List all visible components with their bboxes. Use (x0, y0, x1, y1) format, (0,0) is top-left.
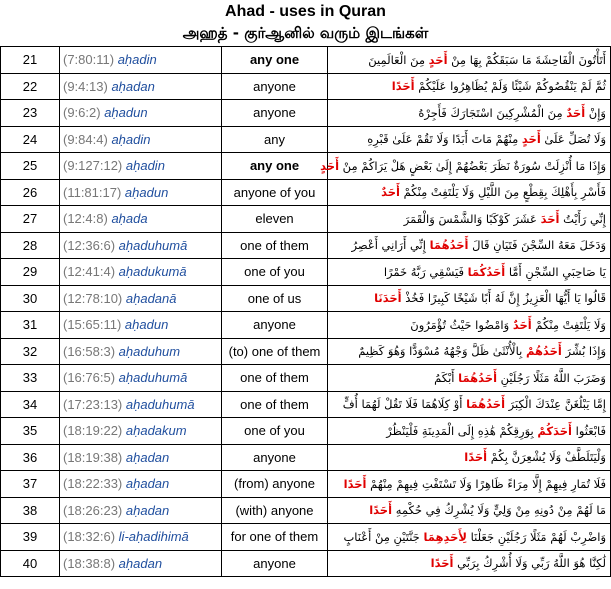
meaning: one of you (222, 418, 328, 445)
meaning: anyone (222, 444, 328, 471)
verse-reference (60, 391, 222, 418)
meaning: anyone (222, 312, 328, 339)
page-title-tamil: அஹத் - குர்ஆனில் வரும் இடங்கள் (182, 24, 429, 42)
usage-table (0, 46, 611, 577)
page-header (0, 0, 611, 46)
arabic-text-before: وَلَا تُصَلِّ عَلَىٰ (540, 132, 606, 147)
arabic-highlight-word: أَحَدٍ (428, 52, 448, 67)
meaning: (from) anyone (222, 471, 328, 498)
verse-reference (60, 550, 222, 577)
verse-reference (60, 259, 222, 286)
arabic-highlight-word: أَحَدٍ (521, 132, 541, 147)
arabic-text-after: وَامْضُوا حَيْثُ تُؤْمَرُونَ (410, 317, 513, 332)
arabic-text-after: إِنِّي أَرَانِي أَعْصِرُ (351, 238, 430, 253)
row-number: 34 (1, 391, 60, 418)
transliteration: aḥadakum (125, 423, 187, 439)
verse-reference (60, 206, 222, 233)
arabic-highlight-word: أَحَدًا (369, 503, 393, 518)
arabic-verse (328, 232, 611, 259)
row-number: 37 (1, 471, 60, 498)
verse-code: (17:23:13) (63, 396, 123, 412)
meaning: any one (222, 47, 328, 74)
arabic-text-after: أَبْكَمُ (434, 370, 459, 385)
arabic-highlight-word: أَحَدُكُمَا (467, 264, 506, 279)
transliteration: li-aḥadihimā (118, 529, 189, 545)
meaning: anyone (222, 100, 328, 127)
arabic-highlight-word: أَحَدًا (343, 476, 367, 491)
table-row (1, 73, 611, 100)
arabic-text-before: وَلَا يَلْتَفِتْ مِنْكُمْ (531, 317, 606, 332)
arabic-highlight-word: أَحَدٌ (381, 185, 400, 200)
arabic-highlight-word: أَحَدُهُمَا (429, 238, 469, 253)
row-number: 30 (1, 285, 60, 312)
arabic-text-before: لَٰكِنَّا هُوَ اللَّهُ رَبِّي وَلَا أُشْرِكُ بِرَبِّي (453, 556, 606, 571)
table-row (1, 391, 611, 418)
arabic-verse (328, 444, 611, 471)
verse-reference (60, 365, 222, 392)
arabic-text-before: مَا لَهُمْ مِنْ دُونِهِ مِنْ وَلِيٍّ وَلَا يُشْرِكُ فِي حُكْمِهِ (392, 503, 606, 518)
transliteration: aḥadan (118, 555, 163, 571)
meaning: one of us (222, 285, 328, 312)
transliteration: aḥadan (111, 78, 155, 94)
verse-code: (12:78:10) (63, 290, 123, 306)
arabic-text-before: فَأَسْرِ بِأَهْلِكَ بِقِطْعٍ مِنَ اللَّيْلِ وَلَا يَلْتَفِتْ مِنْكُمْ (399, 185, 606, 200)
verse-code: (18:26:23) (63, 502, 123, 518)
arabic-verse (320, 153, 611, 180)
meaning: for one of them (222, 524, 328, 551)
arabic-verse (328, 365, 611, 392)
verse-code: (12:4:8) (63, 211, 108, 227)
arabic-text-after: مِنْهُمْ مَاتَ أَبَدًا وَلَا تَقُمْ عَلَىٰ قَبْرِهِ (367, 132, 522, 147)
arabic-text-after: مِنَ الْعَالَمِينَ (368, 52, 429, 67)
table-row (1, 418, 611, 445)
arabic-verse (328, 285, 611, 312)
arabic-text-before: إِمَّا يَبْلُغَنَّ عِنْدَكَ الْكِبَرَ (505, 397, 606, 412)
verse-reference (60, 312, 222, 339)
verse-reference (60, 471, 222, 498)
verse-reference (60, 100, 222, 127)
meaning: one of them (222, 365, 328, 392)
arabic-text-after: بِوَرِقِكُمْ هَٰذِهِ إِلَى الْمَدِينَةِ فَلْيَنْظُرْ (386, 423, 538, 438)
row-number: 21 (1, 47, 60, 74)
verse-code: (9:84:4) (63, 131, 108, 147)
verse-code: (12:36:6) (63, 237, 116, 253)
verse-code: (18:38:8) (63, 555, 116, 571)
arabic-highlight-word: أَحَدُهُمَا (466, 397, 506, 412)
row-number: 39 (1, 524, 60, 551)
transliteration: aḥaduhumā (118, 370, 188, 386)
meaning: any (222, 126, 328, 153)
row-number: 35 (1, 418, 60, 445)
transliteration: aḥaduhumā (125, 396, 195, 412)
arabic-verse (328, 312, 611, 339)
transliteration: aḥadin (125, 158, 165, 174)
arabic-text-before: وَإِذَا مَا أُنْزِلَتْ سُورَةٌ نَظَرَ بَعْضُهُمْ إِلَىٰ بَعْضٍ هَلْ يَرَاكُمْ مِنْ (339, 158, 606, 173)
transliteration: aḥadun (124, 317, 169, 333)
transliteration: aḥadun (124, 184, 169, 200)
arabic-highlight-word: أَحَدُهُمَا (458, 370, 498, 385)
verse-reference (60, 73, 222, 100)
arabic-highlight-word: أَحَدٍ (320, 158, 340, 173)
row-number: 33 (1, 365, 60, 392)
arabic-verse (328, 100, 611, 127)
arabic-verse (328, 418, 611, 445)
verse-code: (18:32:6) (63, 529, 116, 545)
arabic-verse (328, 206, 611, 233)
verse-code: (7:80:11) (63, 52, 115, 68)
transliteration: aḥadan (125, 449, 170, 465)
row-number: 25 (1, 153, 60, 180)
arabic-text-before: قَالُوا يَا أَيُّهَا الْعَزِيزُ إِنَّ لَهُ أَبًا شَيْخًا كَبِيرًا فَخُذْ (401, 291, 606, 306)
arabic-verse (328, 259, 611, 286)
table-row (1, 444, 611, 471)
arabic-verse (328, 471, 611, 498)
verse-code: (11:81:17) (63, 184, 122, 200)
meaning: one of you (222, 259, 328, 286)
verse-reference (60, 179, 222, 206)
arabic-text-after: أَوْ كِلَاهُمَا فَلَا تَقُلْ لَهُمَا أُفٍّ (342, 397, 467, 412)
arabic-text-after: مِنَ الْمُشْرِكِينَ اسْتَجَارَكَ فَأَجِرْهُ (418, 105, 567, 120)
verse-code: (9:127:12) (63, 158, 123, 174)
arabic-verse (328, 550, 611, 577)
table-row (1, 206, 611, 233)
arabic-text-after: عَشَرَ كَوْكَبًا وَالشَّمْسَ وَالْقَمَرَ (403, 211, 541, 226)
transliteration: aḥadin (117, 52, 157, 68)
verse-code: (9:4:13) (63, 78, 108, 94)
verse-code: (18:22:33) (63, 476, 123, 492)
meaning: (with) anyone (222, 497, 328, 524)
table-row (1, 338, 611, 365)
verse-reference (60, 418, 222, 445)
meaning: anyone (222, 550, 328, 577)
meaning: one of them (222, 391, 328, 418)
transliteration: aḥaduhum (118, 343, 181, 359)
arabic-highlight-word: أَحَدُهُمْ (525, 344, 562, 359)
arabic-text-before: فَلَا تُمَارِ فِيهِمْ إِلَّا مِرَاءً ظَاهِرًا وَلَا تَسْتَفْتِ فِيهِمْ مِنْهُمْ (366, 476, 606, 491)
transliteration: aḥadanā (125, 290, 177, 306)
usage-table-body (1, 47, 611, 577)
arabic-text-before: فَابْعَثُوا (571, 423, 606, 438)
verse-code: (9:6:2) (63, 105, 101, 121)
table-row (1, 285, 611, 312)
verse-reference (60, 524, 222, 551)
verse-code: (18:19:22) (63, 423, 123, 439)
arabic-text-before: ثُمَّ لَمْ يَنْقُصُوكُمْ شَيْئًا وَلَمْ يُظَاهِرُوا عَلَيْكُمْ (414, 79, 606, 94)
transliteration: aḥadan (125, 502, 170, 518)
meaning: (to) one of them (222, 338, 328, 365)
row-number: 40 (1, 550, 60, 577)
arabic-verse (328, 73, 611, 100)
verse-reference (60, 47, 222, 74)
arabic-text-before: وَلْيَتَلَطَّفْ وَلَا يُشْعِرَنَّ بِكُمْ (487, 450, 606, 465)
table-row (1, 524, 611, 551)
table-row (1, 550, 611, 577)
transliteration: aḥaduhumā (118, 237, 188, 253)
arabic-highlight-word: أَحَدًا (391, 79, 415, 94)
table-row (1, 232, 611, 259)
arabic-verse (328, 47, 611, 74)
table-row (1, 312, 611, 339)
arabic-text-before: وَدَخَلَ مَعَهُ السِّجْنَ فَتَيَانِ قَالَ (468, 238, 606, 253)
meaning: anyone (222, 73, 328, 100)
arabic-text-after: بِالْأُنْثَىٰ ظَلَّ وَجْهُهُ مُسْوَدًّا وَهُوَ كَظِيمٌ (358, 344, 526, 359)
row-number: 24 (1, 126, 60, 153)
arabic-highlight-word: لِأَحَدِهِمَا (423, 529, 467, 544)
table-row (1, 47, 611, 74)
verse-reference (60, 153, 222, 180)
row-number: 26 (1, 179, 60, 206)
meaning: one of them (222, 232, 328, 259)
page-title-english: Ahad - uses in Quran (225, 3, 386, 20)
verse-reference (60, 497, 222, 524)
row-number: 23 (1, 100, 60, 127)
transliteration: aḥadin (111, 131, 151, 147)
arabic-verse (328, 126, 611, 153)
row-number: 32 (1, 338, 60, 365)
verse-reference (60, 232, 222, 259)
transliteration: aḥadukumā (118, 264, 187, 280)
verse-code: (15:65:11) (63, 317, 122, 333)
arabic-text-before: وَإِذَا بُشِّرَ (561, 344, 606, 359)
meaning: any one (222, 153, 328, 180)
table-row (1, 497, 611, 524)
row-number: 28 (1, 232, 60, 259)
arabic-text-before: يَا صَاحِبَيِ السِّجْنِ أَمَّا (505, 264, 606, 279)
arabic-highlight-word: أَحَدٌ (512, 317, 532, 332)
row-number: 29 (1, 259, 60, 286)
verse-code: (12:41:4) (63, 264, 116, 280)
transliteration: aḥadun (104, 105, 148, 121)
arabic-text-after: جَنَّتَيْنِ مِنْ أَعْنَابٍ (343, 529, 424, 544)
table-row (1, 126, 611, 153)
arabic-verse (328, 497, 611, 524)
table-row (1, 259, 611, 286)
arabic-highlight-word: أَحَدَ (540, 211, 560, 226)
arabic-highlight-word: أَحَدَكُمْ (537, 423, 572, 438)
table-row (1, 365, 611, 392)
transliteration: aḥadan (125, 476, 170, 492)
arabic-text-after: فَيَسْقِي رَبَّهُ خَمْرًا (383, 264, 468, 279)
row-number: 22 (1, 73, 60, 100)
arabic-highlight-word: أَحَدًا (430, 556, 454, 571)
table-row (1, 471, 611, 498)
transliteration: aḥada (111, 211, 148, 227)
row-number: 38 (1, 497, 60, 524)
row-number: 36 (1, 444, 60, 471)
table-row (1, 179, 611, 206)
arabic-text-before: أَتَأْتُونَ الْفَاحِشَةَ مَا سَبَقَكُمْ بِهَا مِنْ (447, 52, 606, 67)
meaning: anyone of you (222, 179, 328, 206)
row-number: 31 (1, 312, 60, 339)
arabic-text-before: إِنِّي رَأَيْتُ (559, 211, 606, 226)
table-row (1, 153, 611, 180)
verse-reference (60, 285, 222, 312)
arabic-verse (328, 338, 611, 365)
verse-reference (60, 338, 222, 365)
arabic-verse (328, 391, 611, 418)
verse-code: (18:19:38) (63, 449, 123, 465)
verse-code: (16:76:5) (63, 370, 116, 386)
arabic-highlight-word: أَحَدٌ (566, 105, 586, 120)
arabic-text-before: وَضَرَبَ اللَّهُ مَثَلًا رَجُلَيْنِ (497, 370, 606, 385)
verse-code: (16:58:3) (63, 343, 116, 359)
verse-reference (60, 126, 222, 153)
arabic-highlight-word: أَحَدًا (464, 450, 488, 465)
table-row (1, 100, 611, 127)
arabic-verse (328, 179, 611, 206)
verse-reference (60, 444, 222, 471)
arabic-text-before: وَإِنْ (585, 105, 606, 120)
meaning: eleven (222, 206, 328, 233)
arabic-text-before: وَاضْرِبْ لَهُمْ مَثَلًا رَجُلَيْنِ جَعَلْنَا (466, 529, 606, 544)
row-number: 27 (1, 206, 60, 233)
arabic-verse (328, 524, 611, 551)
arabic-highlight-word: أَحَدَنَا (374, 291, 402, 306)
